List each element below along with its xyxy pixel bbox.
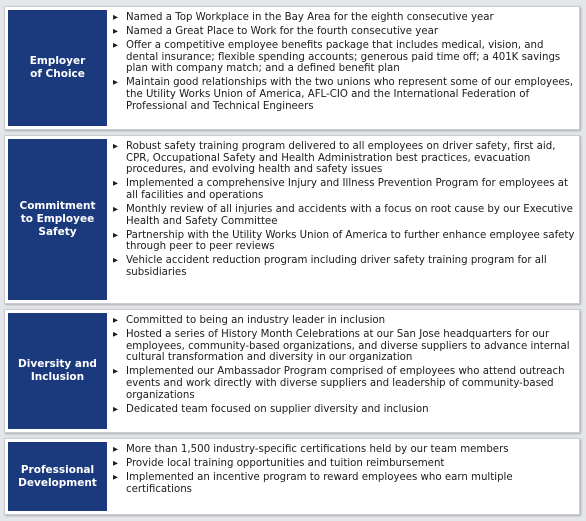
section-professional-development [4, 438, 580, 515]
section-label-box [8, 10, 107, 126]
section-label: Professional Development [18, 463, 97, 489]
list-item: ▶ Named a Top Workplace in the Bay Area for the eighth consecutive year [113, 12, 575, 24]
list-item: ▶ Dedicated team focused on supplier diversity and inclusion [113, 404, 575, 416]
list-item: ▶ Partnership with the Utility Works Union of America to further enhance employee safety through peer to peer reviews [113, 230, 575, 253]
list-item: ▶ Implemented an incentive program to reward employees who earn multiple certifications [113, 472, 575, 495]
section-employer-of-choice [4, 6, 580, 130]
list-item: ▶ Offer a competitive employee benefits package that includes medical, vision, and dental insurance; flexible spending accounts; generous paid time off; a 401K savings plan with company match; and a defined benefit plan [113, 40, 575, 75]
bullet-list [113, 444, 575, 498]
list-item: ▶ Committed to being an industry leader in inclusion [113, 315, 575, 327]
list-item: ▶ Vehicle accident reduction program including driver safety training program for all subsidiaries [113, 255, 575, 278]
list-item: ▶ Implemented a comprehensive Injury and Illness Prevention Program for employees at all facilities and operations [113, 178, 575, 201]
bullet-list [113, 315, 575, 418]
list-item: ▶ Provide local training opportunities and tuition reimbursement [113, 458, 575, 470]
list-item: ▶ Implemented our Ambassador Program comprised of employees who attend outreach events and work directly with diverse suppliers and leadership of community-based organizations [113, 366, 575, 401]
bullet-list [113, 12, 575, 115]
section-label-box [8, 442, 107, 511]
section-label-box [8, 139, 107, 300]
section-label: Diversity and Inclusion [18, 358, 97, 383]
list-item: ▶ Robust safety training program delivered to all employees on driver safety, first aid, CPR, Occupational Safety and Health Administration best practices, evacuation procedures, and evolving health and safety issues [113, 141, 575, 176]
section-label: Commitment to Employee Safety [19, 200, 96, 238]
section-label-box [8, 313, 107, 429]
list-item: ▶ More than 1,500 industry-specific certifications held by our team members [113, 444, 575, 456]
bullet-list [113, 141, 575, 281]
section-diversity-inclusion [4, 309, 580, 433]
section-employee-safety [4, 135, 580, 304]
section-label: Employer of Choice [29, 55, 86, 80]
list-item: ▶ Named a Great Place to Work for the fourth consecutive year [113, 26, 575, 38]
list-item: ▶ Maintain good relationships with the two unions who represent some of our employees, the Utility Works Union of America, AFL-CIO and the International Federation of Professional and Technical Engineers [113, 77, 575, 112]
list-item: ▶ Hosted a series of History Month Celebrations at our San Jose headquarters for our employees, community-based organizations, and diverse suppliers to advance internal cultural transformation and diversity in our organization [113, 329, 575, 364]
list-item: ▶ Monthly review of all injuries and accidents with a focus on root cause by our Executive Health and Safety Committee [113, 204, 575, 227]
